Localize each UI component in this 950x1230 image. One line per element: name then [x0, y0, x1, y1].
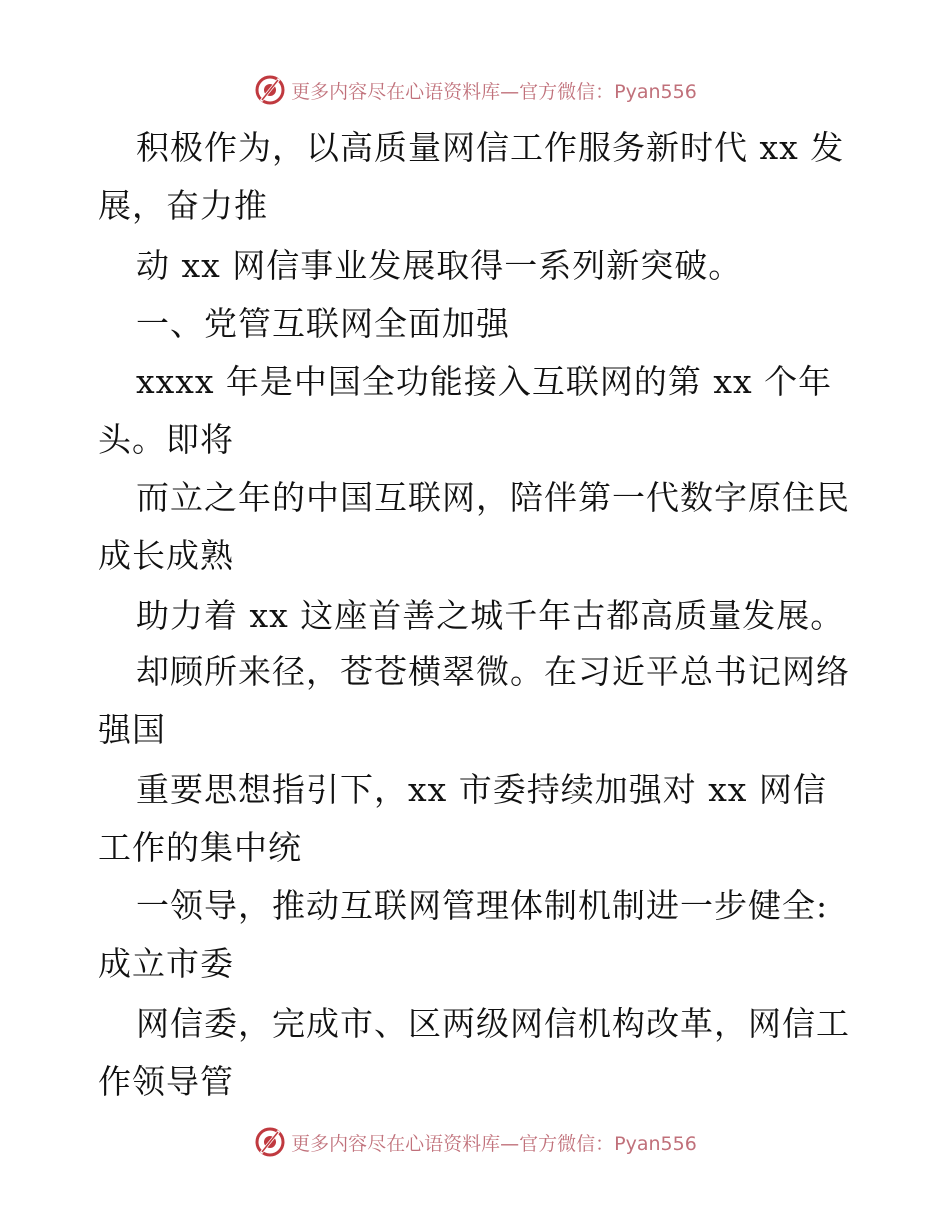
paragraph-5-line-2: 成长成熟 [98, 536, 234, 575]
paragraph-1-line-2: 展，奋力推 [98, 186, 268, 225]
paragraph-6-line-1: 助力着 xx 这座首善之城千年古都高质量发展。 [136, 596, 845, 635]
paragraph-9-line-1: 一领导，推动互联网管理体制机制进一步健全: [136, 886, 829, 925]
paragraph-10-line-2: 作领导管 [98, 1062, 234, 1101]
watermark-text: 更多内容尽在心语资料库—官方微信：Pyan556 [291, 1132, 697, 1155]
watermark-text: 更多内容尽在心语资料库—官方微信：Pyan556 [291, 80, 697, 103]
paragraph-7-line-2: 强国 [98, 710, 166, 749]
paragraph-10-line-1: 网信委，完成市、区两级网信机构改革，网信工 [136, 1004, 850, 1043]
paragraph-4-line-1: xxxx 年是中国全功能接入互联网的第 xx 个年 [136, 362, 833, 401]
paragraph-9-line-2: 成立市委 [98, 944, 234, 983]
paragraph-1-line-1: 积极作为，以高质量网信工作服务新时代 xx 发 [136, 128, 845, 167]
paragraph-2-line-1: 动 xx 网信事业发展取得一系列新突破。 [136, 246, 743, 285]
paragraph-5-line-1: 而立之年的中国互联网，陪伴第一代数字原住民 [136, 478, 850, 517]
paragraph-8-line-1: 重要思想指引下，xx 市委持续加强对 xx 网信 [136, 770, 827, 809]
header-watermark [0, 70, 950, 110]
section-heading: 一、党管互联网全面加强 [136, 304, 510, 343]
footer-watermark [0, 1122, 950, 1162]
paragraph-4-line-2: 头。即将 [98, 420, 234, 459]
brand-logo-icon [253, 1125, 287, 1159]
paragraph-8-line-2: 工作的集中统 [98, 828, 302, 867]
brand-logo-icon [253, 73, 287, 107]
paragraph-7-line-1: 却顾所来径，苍苍横翠微。在习近平总书记网络 [136, 652, 850, 691]
